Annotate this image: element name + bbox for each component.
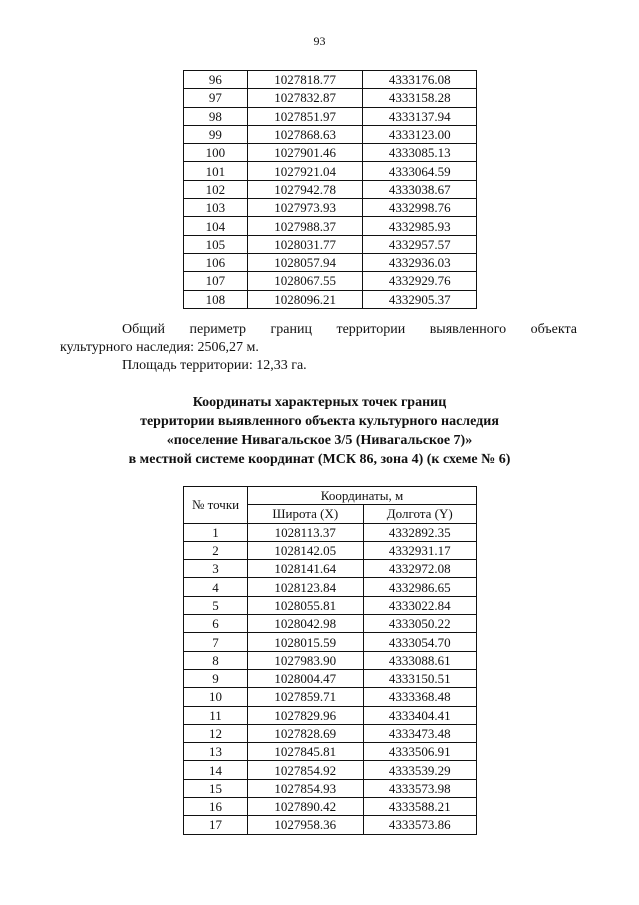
table-row <box>184 199 477 217</box>
table-row <box>184 235 477 253</box>
table-row <box>184 180 477 198</box>
y-coordinate-cell: 4333085.13 <box>363 144 477 162</box>
table-row <box>184 669 477 687</box>
x-coordinate-cell: 1027942.78 <box>247 180 363 198</box>
y-coordinate-cell: 4332986.65 <box>363 578 477 596</box>
table-row <box>184 633 477 651</box>
y-coordinate-cell: 4333473.48 <box>363 724 477 742</box>
page-number: 93 <box>313 34 326 48</box>
point-number-cell: 105 <box>184 235 248 253</box>
point-number-cell: 4 <box>184 578 248 596</box>
table-row <box>184 688 477 706</box>
point-number-cell: 2 <box>184 541 248 559</box>
point-number-cell: 103 <box>184 199 248 217</box>
x-coordinate-cell: 1027854.92 <box>248 761 363 779</box>
y-coordinate-cell: 4332957.57 <box>363 235 477 253</box>
table-row <box>184 272 477 290</box>
table-row <box>184 798 477 816</box>
table-row <box>184 724 477 742</box>
x-coordinate-cell: 1027868.63 <box>247 125 363 143</box>
point-number-cell: 11 <box>184 706 248 724</box>
table-row <box>184 107 477 125</box>
header-longitude: Долгота (Y) <box>363 505 477 523</box>
x-coordinate-cell: 1027818.77 <box>247 71 363 89</box>
x-coordinate-cell: 1027851.97 <box>247 107 363 125</box>
y-coordinate-cell: 4332892.35 <box>363 523 477 541</box>
table-row <box>184 125 477 143</box>
x-coordinate-cell: 1027983.90 <box>248 651 363 669</box>
coordinates-table <box>183 486 477 835</box>
point-number-cell: 108 <box>184 290 248 308</box>
x-coordinate-cell: 1028031.77 <box>247 235 363 253</box>
point-number-cell: 8 <box>184 651 248 669</box>
point-number-cell: 100 <box>184 144 248 162</box>
header-coordinates: Координаты, м <box>248 487 477 505</box>
table-row <box>184 596 477 614</box>
x-coordinate-cell: 1027921.04 <box>247 162 363 180</box>
y-coordinate-cell: 4333050.22 <box>363 615 477 633</box>
point-number-cell: 106 <box>184 253 248 271</box>
point-number-cell: 97 <box>184 89 248 107</box>
y-coordinate-cell: 4333404.41 <box>363 706 477 724</box>
section-heading-line-3: «поселение Нивагальское 3/5 (Нивагальское 7)» <box>166 433 473 448</box>
point-number-cell: 1 <box>184 523 248 541</box>
x-coordinate-cell: 1027828.69 <box>248 724 363 742</box>
y-coordinate-cell: 4332931.17 <box>363 541 477 559</box>
point-number-cell: 10 <box>184 688 248 706</box>
point-number-cell: 3 <box>184 560 248 578</box>
y-coordinate-cell: 4333150.51 <box>363 669 477 687</box>
point-number-cell: 12 <box>184 724 248 742</box>
y-coordinate-cell: 4333588.21 <box>363 798 477 816</box>
y-coordinate-cell: 4332905.37 <box>363 290 477 308</box>
point-number-cell: 17 <box>184 816 248 834</box>
point-number-cell: 5 <box>184 596 248 614</box>
y-coordinate-cell: 4333368.48 <box>363 688 477 706</box>
table-row <box>184 217 477 235</box>
y-coordinate-cell: 4333054.70 <box>363 633 477 651</box>
x-coordinate-cell: 1027845.81 <box>248 743 363 761</box>
table-row <box>184 743 477 761</box>
y-coordinate-cell: 4332985.93 <box>363 217 477 235</box>
x-coordinate-cell: 1028142.05 <box>248 541 363 559</box>
coordinates-table-continued <box>183 70 477 309</box>
y-coordinate-cell: 4333137.94 <box>363 107 477 125</box>
x-coordinate-cell: 1028004.47 <box>248 669 363 687</box>
point-number-cell: 15 <box>184 779 248 797</box>
y-coordinate-cell: 4333022.84 <box>363 596 477 614</box>
header-point-number: № точки <box>184 487 248 524</box>
x-coordinate-cell: 1028042.98 <box>248 615 363 633</box>
section-heading-line-1: Координаты характерных точек границ <box>192 395 447 410</box>
table-row <box>184 706 477 724</box>
point-number-cell: 98 <box>184 107 248 125</box>
x-coordinate-cell: 1027973.93 <box>247 199 363 217</box>
y-coordinate-cell: 4332929.76 <box>363 272 477 290</box>
x-coordinate-cell: 1028123.84 <box>248 578 363 596</box>
table-row <box>184 253 477 271</box>
point-number-cell: 102 <box>184 180 248 198</box>
y-coordinate-cell: 4333176.08 <box>363 71 477 89</box>
x-coordinate-cell: 1027890.42 <box>248 798 363 816</box>
point-number-cell: 13 <box>184 743 248 761</box>
x-coordinate-cell: 1027832.87 <box>247 89 363 107</box>
section-heading-line-2: территории выявленного объекта культурного наследия <box>140 414 499 429</box>
x-coordinate-cell: 1028067.55 <box>247 272 363 290</box>
table-row <box>184 560 477 578</box>
x-coordinate-cell: 1028055.81 <box>248 596 363 614</box>
x-coordinate-cell: 1027901.46 <box>247 144 363 162</box>
x-coordinate-cell: 1027859.71 <box>248 688 363 706</box>
point-number-cell: 96 <box>184 71 248 89</box>
perimeter-text-continued: культурного наследия: 2506,27 м. <box>60 340 259 355</box>
x-coordinate-cell: 1027829.96 <box>248 706 363 724</box>
table-row <box>184 651 477 669</box>
y-coordinate-cell: 4332998.76 <box>363 199 477 217</box>
x-coordinate-cell: 1028113.37 <box>248 523 363 541</box>
point-number-cell: 104 <box>184 217 248 235</box>
y-coordinate-cell: 4333088.61 <box>363 651 477 669</box>
point-number-cell: 99 <box>184 125 248 143</box>
y-coordinate-cell: 4333573.98 <box>363 779 477 797</box>
y-coordinate-cell: 4333064.59 <box>363 162 477 180</box>
table-row <box>184 761 477 779</box>
point-number-cell: 6 <box>184 615 248 633</box>
x-coordinate-cell: 1027988.37 <box>247 217 363 235</box>
y-coordinate-cell: 4333539.29 <box>363 761 477 779</box>
area-text: Площадь территории: 12,33 га. <box>122 358 307 373</box>
table-row <box>184 541 477 559</box>
table-row <box>184 615 477 633</box>
table-row <box>184 523 477 541</box>
x-coordinate-cell: 1027958.36 <box>248 816 363 834</box>
x-coordinate-cell: 1028141.64 <box>248 560 363 578</box>
point-number-cell: 16 <box>184 798 248 816</box>
point-number-cell: 7 <box>184 633 248 651</box>
y-coordinate-cell: 4333038.67 <box>363 180 477 198</box>
y-coordinate-cell: 4333123.00 <box>363 125 477 143</box>
x-coordinate-cell: 1027854.93 <box>248 779 363 797</box>
table-row <box>184 779 477 797</box>
table-row <box>184 290 477 308</box>
y-coordinate-cell: 4333506.91 <box>363 743 477 761</box>
table-row <box>184 89 477 107</box>
y-coordinate-cell: 4333158.28 <box>363 89 477 107</box>
table-row <box>184 71 477 89</box>
point-number-cell: 107 <box>184 272 248 290</box>
table-row <box>184 578 477 596</box>
x-coordinate-cell: 1028057.94 <box>247 253 363 271</box>
point-number-cell: 14 <box>184 761 248 779</box>
y-coordinate-cell: 4333573.86 <box>363 816 477 834</box>
table-row <box>184 144 477 162</box>
y-coordinate-cell: 4332936.03 <box>363 253 477 271</box>
table-row <box>184 816 477 834</box>
point-number-cell: 9 <box>184 669 248 687</box>
x-coordinate-cell: 1028096.21 <box>247 290 363 308</box>
table-row <box>184 162 477 180</box>
point-number-cell: 101 <box>184 162 248 180</box>
perimeter-text: Общий периметр границ территории выявленного объекта <box>122 322 577 337</box>
section-heading-line-4: в местной системе координат (МСК 86, зона 4) (к схеме № 6) <box>128 452 511 467</box>
y-coordinate-cell: 4332972.08 <box>363 560 477 578</box>
header-latitude: Широта (X) <box>248 505 363 523</box>
x-coordinate-cell: 1028015.59 <box>248 633 363 651</box>
